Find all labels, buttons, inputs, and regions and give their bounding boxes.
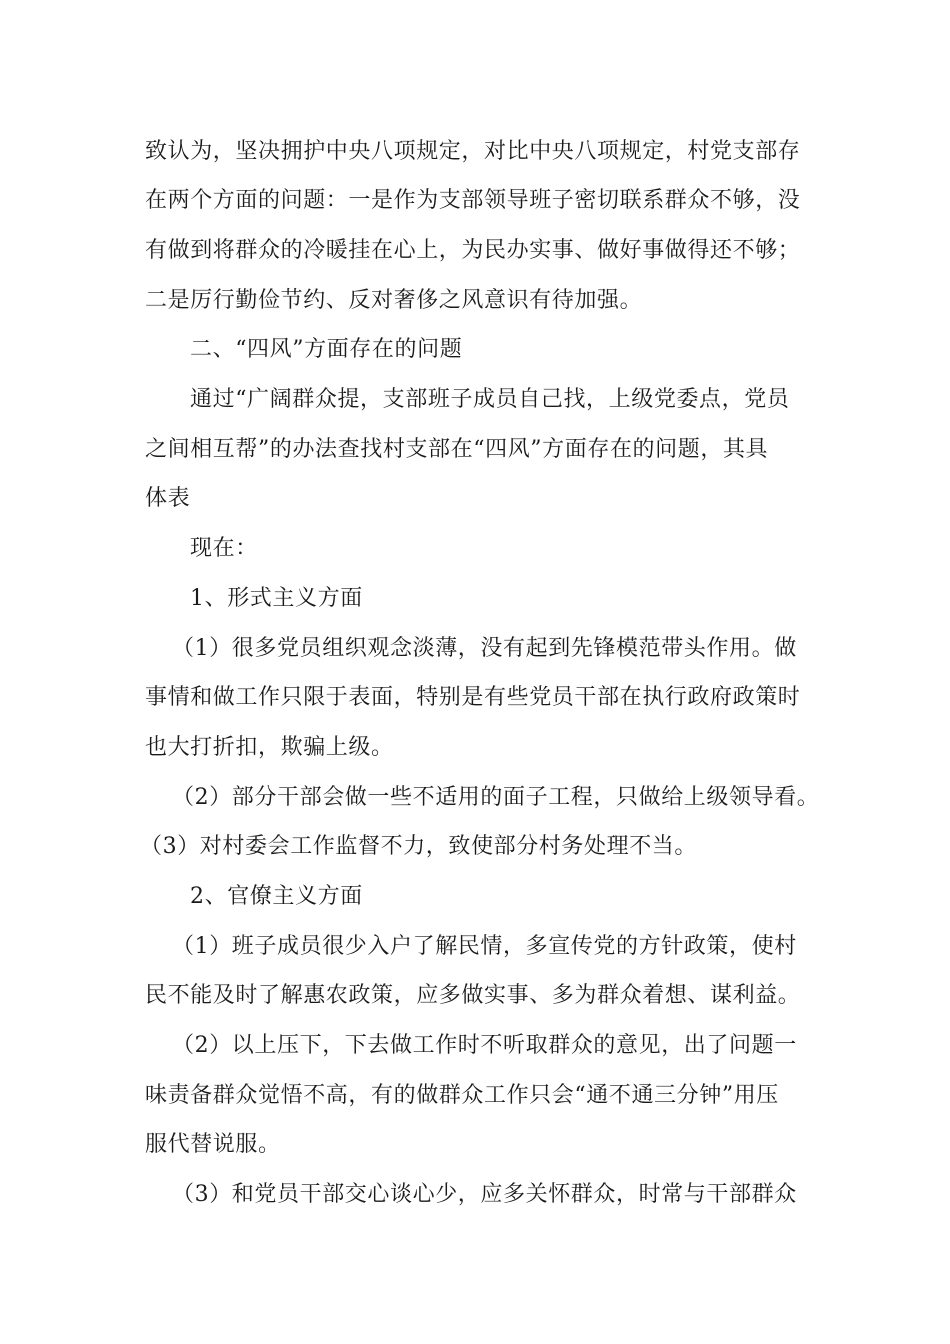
text-line: 服代替说服。 [145,1132,281,1157]
text-line: （1）班子成员很少入户了解民情，多宣传党的方针政策，使村 [172,934,797,959]
text-line: 通过“广阔群众提，支部班子成员自己找，上级党委点，党员 [190,387,790,412]
section-heading: 二、“四风”方面存在的问题 [190,337,463,362]
text-line: 二是厉行勤俭节约、反对奢侈之风意识有待加强。 [145,288,643,313]
text-line: （3）对村委会工作监督不力，致使部分村务处理不当。 [140,834,697,859]
text-line: 有做到将群众的冷暖挂在心上，为民办实事、做好事做得还不够； [145,238,801,263]
subsection-heading: 1、形式主义方面 [190,586,363,611]
text-line: 也大打折扣，欺骗上级。 [145,735,394,760]
text-line: （2）部分干部会做一些不适用的面子工程，只做给上级领导看。 [172,785,820,810]
text-line: 事情和做工作只限于表面，特别是有些党员干部在执行政府政策时 [145,685,801,710]
text-line: 之间相互帮”的办法查找村支部在“四风”方面存在的问题，其具 [145,437,769,462]
text-line: （1）很多党员组织观念淡薄，没有起到先锋模范带头作用。做 [172,636,797,661]
subsection-heading: 2、官僚主义方面 [190,884,363,909]
text-line: （3）和党员干部交心谈心少，应多关怀群众，时常与干部群众 [172,1182,797,1207]
text-line: 体表 [145,486,191,511]
text-line: 民不能及时了解惠农政策，应多做实事、多为群众着想、谋利益。 [145,983,801,1008]
text-line: 在两个方面的问题：一是作为支部领导班子密切联系群众不够，没 [145,188,801,213]
text-line: 致认为，坚决拥护中央八项规定，对比中央八项规定，村党支部存 [145,139,801,164]
text-line: 味责备群众觉悟不高，有的做群众工作只会“通不通三分钟”用压 [145,1083,779,1108]
text-line: （2）以上压下，下去做工作时不听取群众的意见，出了问题一 [172,1033,797,1058]
text-line: 现在： [190,536,258,561]
